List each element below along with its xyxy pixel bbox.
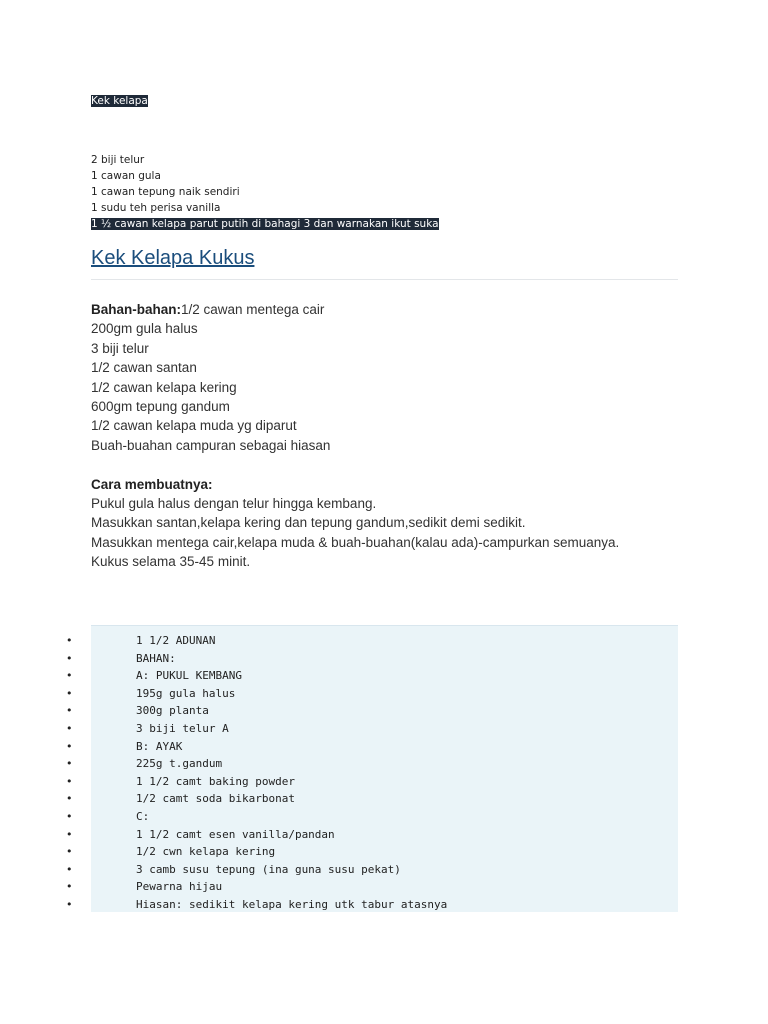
spacer <box>91 455 619 474</box>
bullet-icon: • <box>66 862 73 876</box>
list-item <box>0 738 680 756</box>
list-item-text: 1 1/2 camt esen vanilla/pandan <box>136 827 335 841</box>
bahan-item: 3 biji telur <box>91 340 149 356</box>
bullet-icon: • <box>66 880 73 894</box>
list-item-text: 1 1/2 ADUNAN <box>136 634 216 647</box>
list-item <box>0 896 680 914</box>
list-item-text: 300g planta <box>136 704 209 718</box>
bahan-item: 1/2 cawan santan <box>91 360 197 376</box>
cara-step: Masukkan santan,kelapa kering dan tepung gandum,sedikit demi sedikit. <box>91 515 526 531</box>
list-item-text: 195g gula halus <box>136 686 236 700</box>
list-item <box>0 720 680 738</box>
list-item-text: 3 biji telur A <box>136 721 229 735</box>
bullet-icon: • <box>66 634 73 647</box>
bahan-label: Bahan-bahan: <box>91 302 182 317</box>
cara-step: Kukus selama 35-45 minit. <box>91 554 251 570</box>
list-item <box>0 667 680 685</box>
recipe-heading-kek-kelapa-kukus[interactable]: Kek Kelapa Kukus <box>91 247 255 269</box>
cara-label: Cara membuatnya: <box>91 476 213 492</box>
bahan-item: 1/2 cawan mentega cair <box>181 302 325 317</box>
bullet-icon: • <box>66 739 73 753</box>
list-item-text: 1 1/2 camt baking powder <box>136 774 295 788</box>
bullet-icon: • <box>66 809 73 823</box>
list-item-text: 1/2 cwn kelapa kering <box>136 845 276 859</box>
list-item <box>0 755 680 773</box>
list-item <box>0 685 680 703</box>
bullet-icon: • <box>66 845 73 859</box>
bahan-item: 600gm tepung gandum <box>91 399 230 415</box>
cara-step: Pukul gula halus dengan telur hingga kembang. <box>91 496 377 512</box>
list-item <box>0 843 680 861</box>
recipe-title-kek-kelapa <box>91 93 148 109</box>
list-item-text: 225g t.gandum <box>136 757 223 771</box>
list-item <box>0 878 680 896</box>
cara-step: Masukkan mentega cair,kelapa muda & buah-buahan(kalau ada)-campurkan semuanya. <box>91 534 620 550</box>
recipe-body-kek-kelapa-kukus <box>91 300 619 572</box>
bullet-icon: • <box>66 774 73 788</box>
highlighted-ingredient: 1 ½ cawan kelapa parut putih di bahagi 3 dan warnakan ikut suka <box>91 218 439 230</box>
ingredient-line: 1 cawan gula <box>91 170 161 182</box>
list-item <box>0 650 680 668</box>
bullet-icon: • <box>66 686 73 700</box>
list-item-text: Pewarna hijau <box>136 880 223 894</box>
bahan-item: 1/2 cawan kelapa muda yg diparut <box>91 418 297 434</box>
bahan-item: 1/2 cawan kelapa kering <box>91 379 237 395</box>
ingredient-line-highlighted <box>91 216 439 232</box>
bullet-icon: • <box>66 651 73 665</box>
list-item-text: 3 camb susu tepung (ina guna susu pekat) <box>136 862 401 876</box>
list-item <box>0 632 680 650</box>
bullet-icon: • <box>66 827 73 841</box>
list-item-text: C: <box>136 809 150 823</box>
ingredient-list-1 <box>91 152 439 232</box>
divider <box>91 279 678 280</box>
bullet-icon: • <box>66 669 73 683</box>
list-item <box>0 702 680 720</box>
bahan-item: 200gm gula halus <box>91 321 198 337</box>
list-item <box>0 790 680 808</box>
list-item <box>0 826 680 844</box>
list-item <box>0 808 680 826</box>
bullet-icon: • <box>66 897 73 911</box>
bullet-icon: • <box>66 757 73 771</box>
ingredient-line: 1 cawan tepung naik sendiri <box>91 186 240 198</box>
bahan-first-line <box>91 300 619 319</box>
list-item-text: A: PUKUL KEMBANG <box>136 669 242 683</box>
list-item-text: BAHAN: <box>136 651 176 665</box>
list-item-text: Hiasan: sedikit kelapa kering utk tabur atasnya <box>136 897 448 911</box>
bahan-item: Buah-buahan campuran sebagai hiasan <box>91 437 331 453</box>
highlighted-title: Kek kelapa <box>91 95 148 107</box>
list-item-text: B: AYAK <box>136 739 183 753</box>
bullet-icon: • <box>66 721 73 735</box>
bullet-icon: • <box>66 704 73 718</box>
ingredient-line: 1 sudu teh perisa vanilla <box>91 202 221 214</box>
bullet-icon: • <box>66 792 73 806</box>
list-item <box>0 773 680 791</box>
bullet-ingredient-list <box>0 632 680 914</box>
list-item <box>0 861 680 879</box>
cara-label-line <box>91 475 619 494</box>
ingredient-line: 2 biji telur <box>91 154 145 166</box>
list-item-text: 1/2 camt soda bikarbonat <box>136 792 295 806</box>
